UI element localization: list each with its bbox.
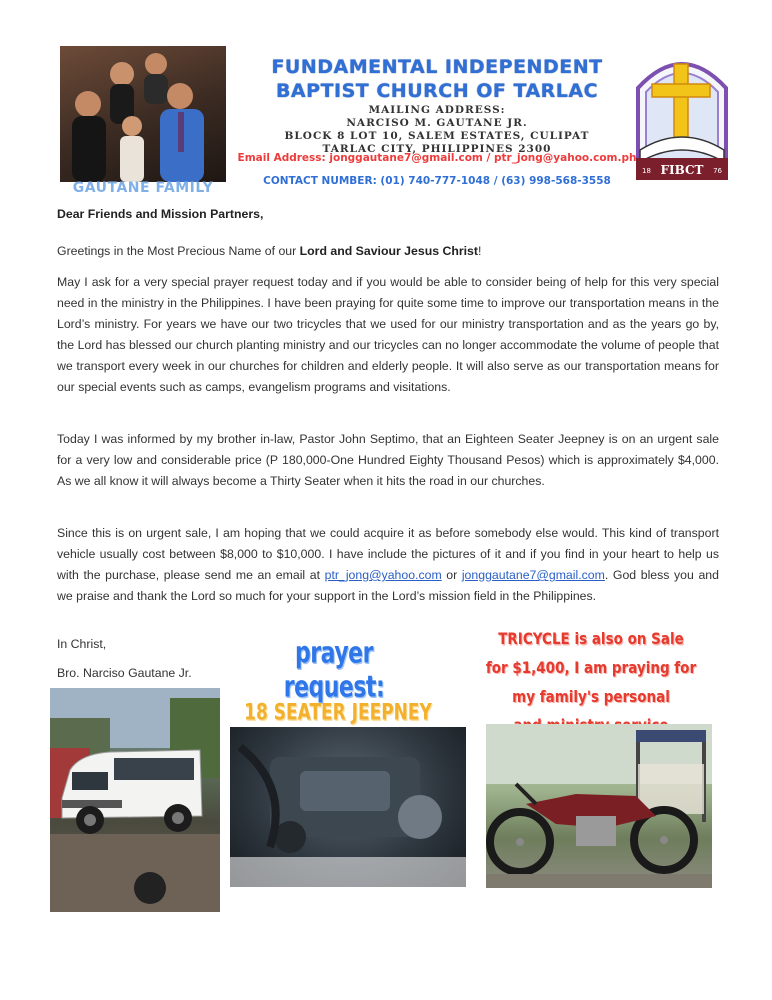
engine-photo: [230, 727, 466, 887]
email-address-line: Email Address: jonggautane7@gmail.com / ptr_jong@yahoo.com.ph: [237, 152, 637, 164]
logo-year-right: 76: [713, 167, 722, 175]
paragraph-urgent-sale: Since this is on urgent sale, I am hoping that we could acquire it as before somebody else would. This kind of transport vehicle usually cost between $8,000 to $10,000. I have include the pictures of it and if you find in your heart to help us with the purchase, please send me an email at ptr_jong@yahoo.com or jonggautane7@gmail.com. God bless you and we praise and thank the Lord so much for your support in the Lord’s mission field in the Philippines.: [57, 526, 719, 603]
greeting: Greetings in the Most Precious Name of our Lord and Saviour Jesus Christ!: [57, 244, 482, 258]
tricycle-line2: for $1,400, I am praying for: [485, 658, 697, 678]
church-name-line2: BAPTIST CHURCH OF TARLAC: [275, 80, 599, 102]
salutation: Dear Friends and Mission Partners,: [57, 207, 264, 221]
family-photo-illustration: [60, 46, 226, 182]
tricycle-sale-heading: [478, 625, 704, 740]
prayer-request-heading: prayer request:: [283, 637, 385, 705]
tricycle-illustration: [486, 724, 712, 888]
email-link-yahoo[interactable]: ptr_jong@yahoo.com: [324, 568, 442, 582]
email-link-gmail[interactable]: jonggautane7@gmail.com: [461, 568, 605, 582]
contact-number-line: CONTACT NUMBER: (01) 740-777-1048 / (63) 998-568-3558: [263, 175, 611, 187]
jeepney-heading: 18 SEATER JEEPNEY: [244, 700, 432, 726]
closing: In Christ,: [57, 637, 107, 651]
jeepney-illustration: [50, 688, 220, 912]
tricycle-photo: [486, 724, 712, 888]
mailing-name: NARCISO M. GAUTANE JR.: [346, 117, 528, 129]
church-logo-emblem: [630, 46, 734, 182]
family-photo: [60, 46, 226, 182]
signature: Bro. Narciso Gautane Jr.: [57, 666, 192, 680]
mailing-address-label: MAILING ADDRESS:: [368, 104, 506, 116]
church-name-line1: FUNDAMENTAL INDEPENDENT: [271, 56, 603, 78]
jeepney-photo: [50, 688, 220, 912]
church-logo: [630, 46, 734, 182]
logo-year-left: 18: [642, 167, 651, 175]
engine-illustration: [230, 727, 466, 887]
paragraph-prayer-request: May I ask for a very special prayer request today and if you would be able to consider being of help for this very special need in the ministry in the Philippines. I have been praying for quite some time to improve our transportation means in the Lord’s ministry. For years we have our two tricycles that we used for our ministry transportation and as the years go by, the Lord has blessed our church planting ministry and our tricycles can no longer accommodate the volume of people that we transport every week in our churches for children and elderly people. It will also serve as our transportation means for our special events such as camps, evangelism programs and visitations.: [57, 275, 719, 394]
paragraph-jeepney-offer: Today I was informed by my brother in-law, Pastor John Septimo, that an Eighteen Seater Jeepney is on an urgent sale for a very low and considerable price (P 180,000-One Hundred Eighty Thousand Pesos) which is approximately $4,000. As we all know it will always become a Thirty Seater when it hits the road in our churches.: [57, 432, 719, 488]
mailing-address-line1: BLOCK 8 LOT 10, SALEM ESTATES, CULIPAT: [284, 130, 590, 142]
family-caption: GAUTANE FAMILY: [72, 180, 214, 196]
logo-text: FIBCT: [660, 163, 704, 177]
mailing-address-line2: TARLAC CITY, PHILIPPINES 2300: [322, 143, 552, 155]
tricycle-line1: TRICYCLE is also on Sale: [498, 629, 684, 649]
tricycle-line3: my family's personal: [512, 687, 670, 707]
